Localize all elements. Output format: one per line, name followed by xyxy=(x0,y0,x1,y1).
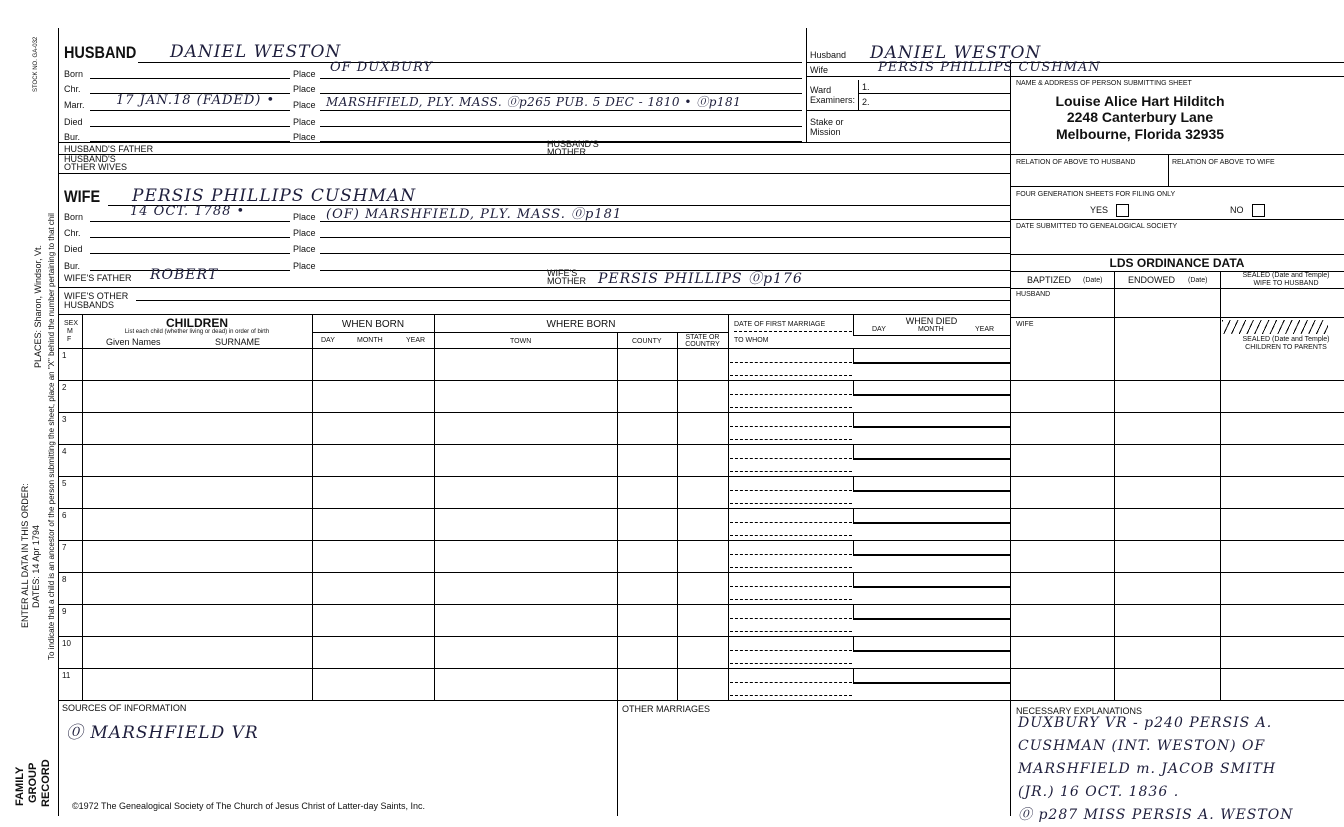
wifes-father-label: WIFE'S FATHER xyxy=(64,273,132,283)
husband-born-place-label: Place xyxy=(293,69,316,79)
wifes-father[interactable]: ROBERT xyxy=(150,267,219,283)
relation-husband-label: RELATION OF ABOVE TO HUSBAND xyxy=(1016,159,1136,166)
group-label: GROUP xyxy=(27,762,39,803)
wife-bur-place-label: Place xyxy=(293,261,316,271)
endowed-date-label: (Date) xyxy=(1188,277,1208,284)
husband-name[interactable]: DANIEL WESTON xyxy=(170,42,342,62)
surname-label: SURNAME xyxy=(215,337,261,347)
yes-label: YES xyxy=(1090,205,1109,215)
husband-died-place-label: Place xyxy=(293,117,316,127)
row-number: 10 xyxy=(62,639,71,648)
husbands-father-label: HUSBAND'S FATHER xyxy=(64,144,154,154)
endowed-label: ENDOWED xyxy=(1128,275,1175,285)
wife-born-place-label: Place xyxy=(293,212,316,222)
husband-chr-place-label: Place xyxy=(293,84,316,94)
husband-marr-place[interactable]: MARSHFIELD, PLY. MASS. ⓪p265 PUB. 5 DEC - 1810 • ⓪p181 xyxy=(326,95,742,109)
row-number: 7 xyxy=(62,543,67,552)
wifes-mother[interactable]: PERSIS PHILLIPS ⓪p176 xyxy=(598,271,803,287)
children-label: CHILDREN xyxy=(166,316,228,330)
tr-husband-name[interactable]: DANIEL WESTON xyxy=(870,43,1042,63)
wifes-other-husbands-label: WIFE'S OTHER HUSBANDS xyxy=(64,291,129,310)
sealed-children-2: CHILDREN TO PARENTS xyxy=(1245,344,1327,351)
relation-wife-label: RELATION OF ABOVE TO WIFE xyxy=(1172,159,1275,166)
husband-died-label: Died xyxy=(64,117,83,127)
lds-title: LDS ORDINANCE DATA xyxy=(1109,256,1245,270)
explanation-line: DUXBURY VR - p240 PERSIS A. xyxy=(1018,715,1273,731)
sealed-children-1: SEALED (Date and Temple) xyxy=(1242,336,1330,343)
wife-died-place-label: Place xyxy=(293,244,316,254)
row-number: 11 xyxy=(62,671,71,680)
tr-husband-label: Husband xyxy=(810,50,847,60)
husband-born-place[interactable]: OF DUXBURY xyxy=(330,60,433,75)
submitter-city: Melbourne, Florida 32935 xyxy=(1055,126,1225,142)
submitter-label: NAME & ADDRESS OF PERSON SUBMITTING SHEET xyxy=(1016,80,1192,87)
stock-number: STOCK NO. GA-032 xyxy=(33,36,39,92)
row-number: 8 xyxy=(62,575,67,584)
submitter-street: 2248 Canterbury Lane xyxy=(1066,109,1214,125)
places-note: PLACES: Sharon, Windsor, Vt. xyxy=(33,244,43,368)
to-whom-label: TO WHOM xyxy=(734,337,769,344)
sex-label: SEX xyxy=(64,320,79,327)
explanation-line: MARSHFIELD m. JACOB SMITH xyxy=(1018,761,1277,777)
sealed-wife-1: SEALED (Date and Temple) xyxy=(1242,272,1330,279)
examiners-label: Examiners: xyxy=(810,95,856,105)
given-names-label: Given Names xyxy=(106,337,161,347)
sex-f: F xyxy=(67,336,72,343)
no-checkbox[interactable] xyxy=(1252,204,1265,217)
sources-text[interactable]: ⓪ MARSHFIELD VR xyxy=(66,723,259,743)
sex-m: M xyxy=(67,328,73,335)
no-label: NO xyxy=(1230,205,1244,215)
died-day-label: DAY xyxy=(872,326,886,333)
lds-wife-label: WIFE xyxy=(1016,321,1034,328)
explanation-line: ⓪ p287 MISS PERSIS A. WESTON xyxy=(1018,807,1294,823)
lds-husband-label: HUSBAND xyxy=(1016,291,1051,298)
explanations-label: NECESSARY EXPLANATIONS xyxy=(1016,706,1143,716)
family-label: FAMILY xyxy=(14,766,26,806)
died-year-label: YEAR xyxy=(975,326,995,333)
where-born-label: WHERE BORN xyxy=(546,319,616,330)
first-marriage-label: DATE OF FIRST MARRIAGE xyxy=(734,321,826,328)
mission-label: Mission xyxy=(810,127,841,137)
husband-marr-date[interactable]: 17 JAN.18 (FADED) • xyxy=(116,93,276,108)
state-label-2: COUNTRY xyxy=(685,341,720,348)
list-note: List each child (whether living or dead) in order of birth xyxy=(124,329,270,335)
date-submitted-label: DATE SUBMITTED TO GENEALOGICAL SOCIETY xyxy=(1016,223,1178,230)
tr-wife-label: Wife xyxy=(810,65,828,75)
examiner-2: 2. xyxy=(862,97,870,107)
husband-marr-place-label: Place xyxy=(293,100,316,110)
other-marriages-label: OTHER MARRIAGES xyxy=(622,704,711,714)
wife-bur-label: Bur. xyxy=(64,261,81,271)
submitter-name: Louise Alice Hart Hilditch xyxy=(1055,93,1225,109)
county-label: COUNTY xyxy=(632,338,662,345)
wife-died-label: Died xyxy=(64,244,83,254)
frame-divider-top xyxy=(806,28,807,142)
four-gen-label: FOUR GENERATION SHEETS FOR FILING ONLY xyxy=(1016,191,1176,198)
stake-label: Stake or xyxy=(810,117,844,127)
wife-born-label: Born xyxy=(64,212,84,222)
table-row[interactable] xyxy=(58,540,1344,572)
table-row[interactable] xyxy=(58,508,1344,540)
sources-label: SOURCES OF INFORMATION xyxy=(62,703,187,713)
yes-checkbox[interactable] xyxy=(1116,204,1129,217)
table-row[interactable] xyxy=(58,636,1344,668)
table-row[interactable] xyxy=(58,380,1344,412)
ward-label: Ward xyxy=(810,85,832,95)
record-label: RECORD xyxy=(40,759,52,807)
row-number: 3 xyxy=(62,415,67,424)
row-number: 5 xyxy=(62,479,67,488)
tr-wife-name[interactable]: PERSIS PHILLIPS CUSHMAN xyxy=(878,60,1101,75)
row-number: 6 xyxy=(62,511,67,520)
table-row[interactable] xyxy=(58,476,1344,508)
baptized-date-label: (Date) xyxy=(1083,277,1103,284)
copyright: ©1972 The Genealogical Society of The Church of Jesus Christ of Latter-day Saints, Inc. xyxy=(72,801,425,811)
row-number: 1 xyxy=(62,351,67,360)
when-died-label: WHEN DIED xyxy=(905,316,958,326)
wife-chr-label: Chr. xyxy=(64,228,81,238)
husband-marr-label: Marr. xyxy=(64,100,85,110)
table-row[interactable] xyxy=(58,668,1344,700)
explanation-line: (JR.) 16 OCT. 1836 . xyxy=(1018,784,1180,800)
wife-chr-place-label: Place xyxy=(293,228,316,238)
when-born-label: WHEN BORN xyxy=(341,319,405,330)
enter-all-data: ENTER ALL DATA IN THIS ORDER: xyxy=(20,483,30,628)
explanations-text[interactable] xyxy=(1018,712,1293,827)
husband-chr-label: Chr. xyxy=(64,84,81,94)
ancestor-instruction: To indicate that a child is an ancestor of the person submitting the sheet, place an "X" behind the number pertaining to that chil xyxy=(47,213,56,660)
examiner-1: 1. xyxy=(862,82,870,92)
table-row[interactable] xyxy=(58,348,1344,380)
born-year-label: YEAR xyxy=(406,337,426,344)
table-row[interactable] xyxy=(58,412,1344,444)
wife-born-date[interactable]: 14 OCT. 1788 • xyxy=(130,204,246,219)
row-number: 4 xyxy=(62,447,67,456)
husbands-other-wives-label: HUSBAND'S OTHER WIVES xyxy=(64,154,128,172)
husband-bur-label: Bur. xyxy=(64,132,81,142)
table-row[interactable] xyxy=(58,444,1344,476)
wifes-mother-label: WIFE'S MOTHER xyxy=(547,268,586,286)
baptized-label: BAPTIZED xyxy=(1027,275,1072,285)
died-month-label: MONTH xyxy=(918,326,944,333)
state-label-1: STATE OR xyxy=(685,334,720,341)
town-label: TOWN xyxy=(510,338,532,345)
born-day-label: DAY xyxy=(321,337,335,344)
husband-heading: HUSBAND xyxy=(64,43,137,62)
sealed-wife-2: WIFE TO HUSBAND xyxy=(1253,280,1319,287)
table-row[interactable] xyxy=(58,604,1344,636)
born-month-label: MONTH xyxy=(357,337,383,344)
dates-note: DATES: 14 Apr 1794 xyxy=(31,525,41,608)
wife-born-place[interactable]: (OF) MARSHFIELD, PLY. MASS. ⓪p181 xyxy=(326,207,623,222)
explanation-line: CUSHMAN (INT. WESTON) OF xyxy=(1018,738,1266,754)
husband-born-label: Born xyxy=(64,69,84,79)
hatched-area xyxy=(1222,320,1328,334)
husbands-mother-label: HUSBAND'S MOTHER xyxy=(547,139,599,157)
row-number: 9 xyxy=(62,607,67,616)
row-number: 2 xyxy=(62,383,67,392)
wife-heading: WIFE xyxy=(64,187,101,206)
wife-name[interactable]: PERSIS PHILLIPS CUSHMAN xyxy=(132,186,417,206)
table-row[interactable] xyxy=(58,572,1344,604)
husband-bur-place-label: Place xyxy=(293,132,316,142)
